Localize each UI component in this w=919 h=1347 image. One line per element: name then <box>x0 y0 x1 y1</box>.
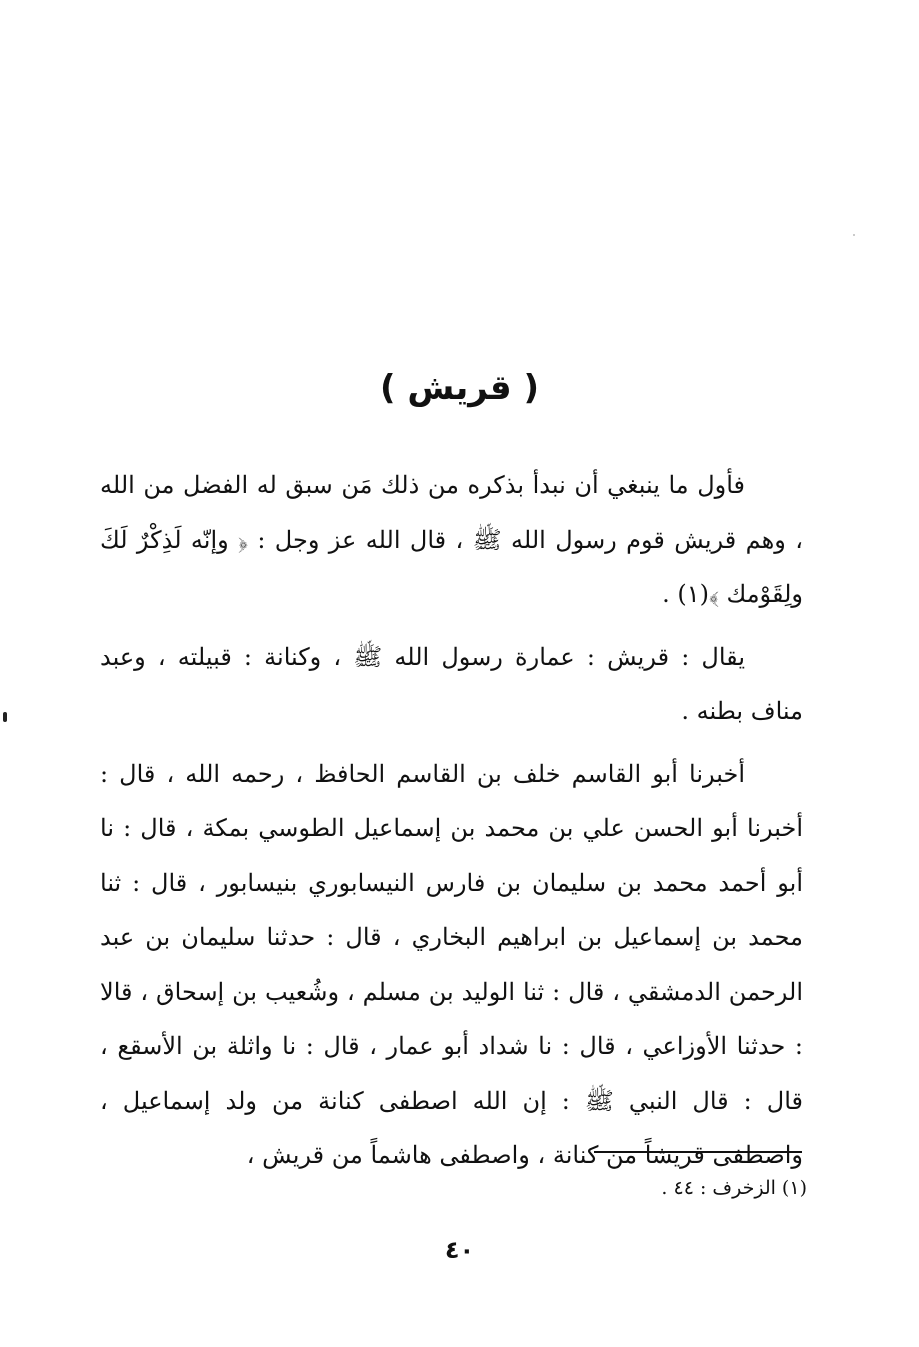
chapter-title: ( قريش ) <box>380 368 539 408</box>
scan-speck <box>853 234 855 236</box>
page-number: ٤٠ <box>444 1236 475 1264</box>
footnote-divider <box>594 1151 802 1153</box>
scan-edge-mark <box>3 712 7 722</box>
paragraph-hadith-chain: أخبرنا أبو القاسم خلف بن القاسم الحافظ ، رحمه الله ، قال : أخبرنا أبو الحسن علي بن محمد بن إسماعيل الطوسي بمكة ، قال : نا أبو أحمد محمد بن سليمان بن فارس النيسابوري بنيسابور ، قال : ثنا محمد بن إسماعيل بن ابراهيم البخاري ، قال : حدثنا سليمان بن عبد الرحمن الدمشقي ، قال : ثنا الوليد بن مسلم ، وشُعيب بن إسحاق ، قالا : حدثنا الأوزاعي ، قال : نا شداد أبو عمار ، قال : نا واثلة بن الأسقع ، قال : قال النبي ﷺ : إن الله اصطفى كنانة من ولد إسماعيل ، واصطفى قريشاً من كنانة ، واصطفى هاشماً من قريش ، <box>100 759 803 1169</box>
paragraph-definition: يقال : قريش : عمارة رسول الله ﷺ ، وكنانة : قبيلته ، وعبد مناف بطنه . <box>100 642 803 725</box>
footnote: (١) الزخرف : ٤٤ . <box>661 1177 807 1199</box>
paragraph-intro: فأول ما ينبغي أن نبدأ بذكره من ذلك مَن سبق له الفضل من الله ، وهم قريش قوم رسول الله ﷺ ، قال الله عز وجل : ﴿ وإنّه لَذِكْرٌ لَكَ ولِقَوْمك ﴾(١) . <box>100 471 803 608</box>
main-text <box>100 458 803 1183</box>
